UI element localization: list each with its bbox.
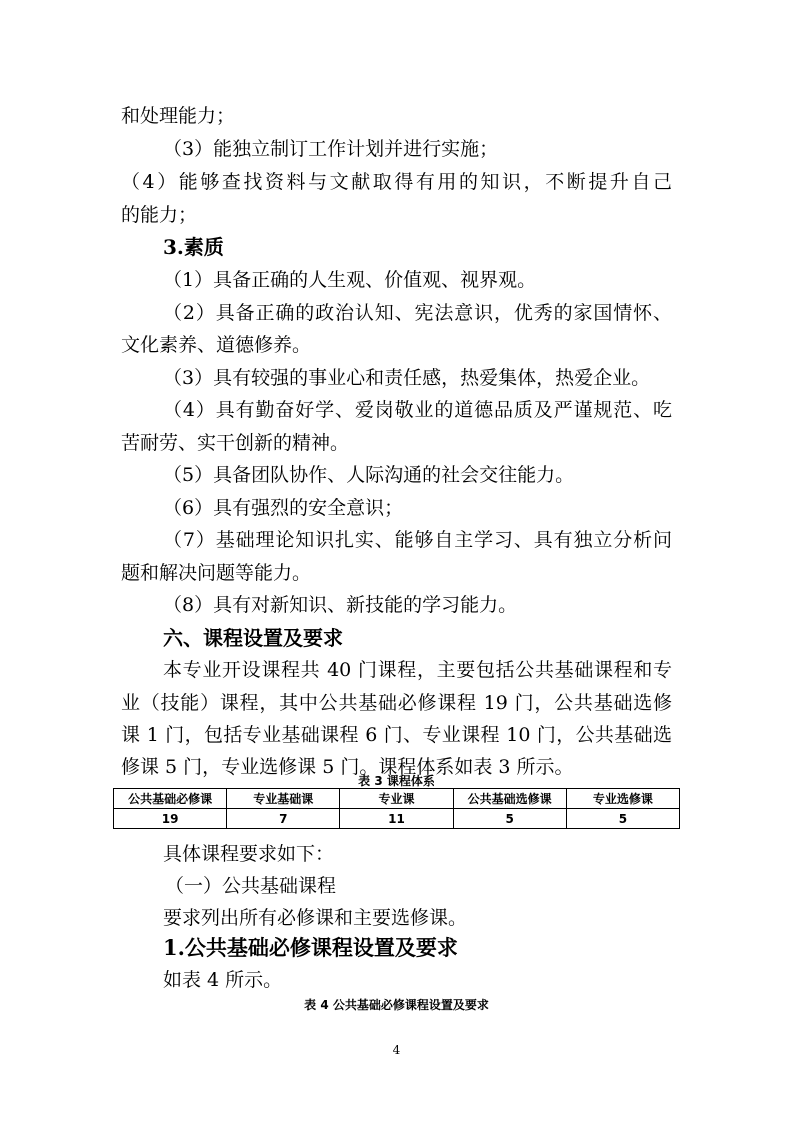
text-line: 业（技能）课程，其中公共基础必修课程 19 门，公共基础选修 xyxy=(121,692,672,714)
table-cell: 5 xyxy=(566,809,679,829)
text-line: （6）具有强烈的安全意识； xyxy=(163,497,404,519)
heading-public-required: 1.公共基础必修课程设置及要求 xyxy=(163,935,458,960)
text-line: 本专业开设课程共 40 门课程，主要包括公共基础课程和专 xyxy=(163,659,672,681)
table-header-cell: 专业选修课 xyxy=(566,789,679,809)
text-line: （8）具有对新知识、新技能的学习能力。 xyxy=(163,594,518,616)
text-line: 课 1 门，包括专业基础课程 6 门、专业课程 10 门，公共基础选 xyxy=(121,724,672,746)
course-system-table xyxy=(113,788,680,829)
text-line: 和处理能力； xyxy=(121,105,236,127)
table-cell: 11 xyxy=(340,809,453,829)
text-line: （5）具备团队协作、人际沟通的社会交往能力。 xyxy=(163,464,575,486)
heading-section-6: 六、课程设置及要求 xyxy=(163,626,343,650)
text-line: （1）具备正确的人生观、价值观、视界观。 xyxy=(163,269,537,291)
table-header-cell: 专业基础课 xyxy=(227,789,340,809)
table-header-cell: 公共基础必修课 xyxy=(114,789,227,809)
table-cell: 19 xyxy=(114,809,227,829)
text-line: （4）能够查找资料与文献取得有用的知识，不断提升自己 xyxy=(121,171,672,193)
table-row xyxy=(114,809,680,829)
table-cell: 7 xyxy=(227,809,340,829)
subheading-public-basic: （一）公共基础课程 xyxy=(165,875,337,897)
heading-quality: 3.素质 xyxy=(163,235,224,259)
text-line: 如表 4 所示。 xyxy=(163,969,283,991)
table-cell: 5 xyxy=(453,809,566,829)
table-3-caption: 表 3 课程体系 xyxy=(358,774,435,788)
text-line: （3）能独立制订工作计划并进行实施； xyxy=(163,138,499,160)
table-header-row xyxy=(114,789,680,809)
text-line: （2）具备正确的政治认知、宪法意识，优秀的家国情怀、 xyxy=(163,302,672,324)
text-line: 的能力； xyxy=(121,204,198,226)
text-line: 修课 5 门，专业选修课 5 门。课程体系如表 3 所示。 xyxy=(121,756,574,778)
text-line: 苦耐劳、实干创新的精神。 xyxy=(121,432,350,454)
text-line: 题和解决问题等能力。 xyxy=(121,562,312,584)
text-line: 具体课程要求如下： xyxy=(163,843,335,865)
text-line: （7）基础理论知识扎实、能够自主学习、具有独立分析问 xyxy=(163,529,672,551)
table-4-caption: 表 4 公共基础必修课程设置及要求 xyxy=(304,998,489,1012)
text-line: （4）具有勤奋好学、爱岗敬业的道德品质及严谨规范、吃 xyxy=(163,399,672,421)
text-line: （3）具有较强的事业心和责任感，热爱集体，热爱企业。 xyxy=(163,367,651,389)
table-header-cell: 公共基础选修课 xyxy=(453,789,566,809)
text-line: 要求列出所有必修课和主要选修课。 xyxy=(163,907,468,929)
text-line: 文化素养、道德修养。 xyxy=(121,334,312,356)
table-header-cell: 专业课 xyxy=(340,789,453,809)
page-number: 4 xyxy=(392,1043,401,1057)
